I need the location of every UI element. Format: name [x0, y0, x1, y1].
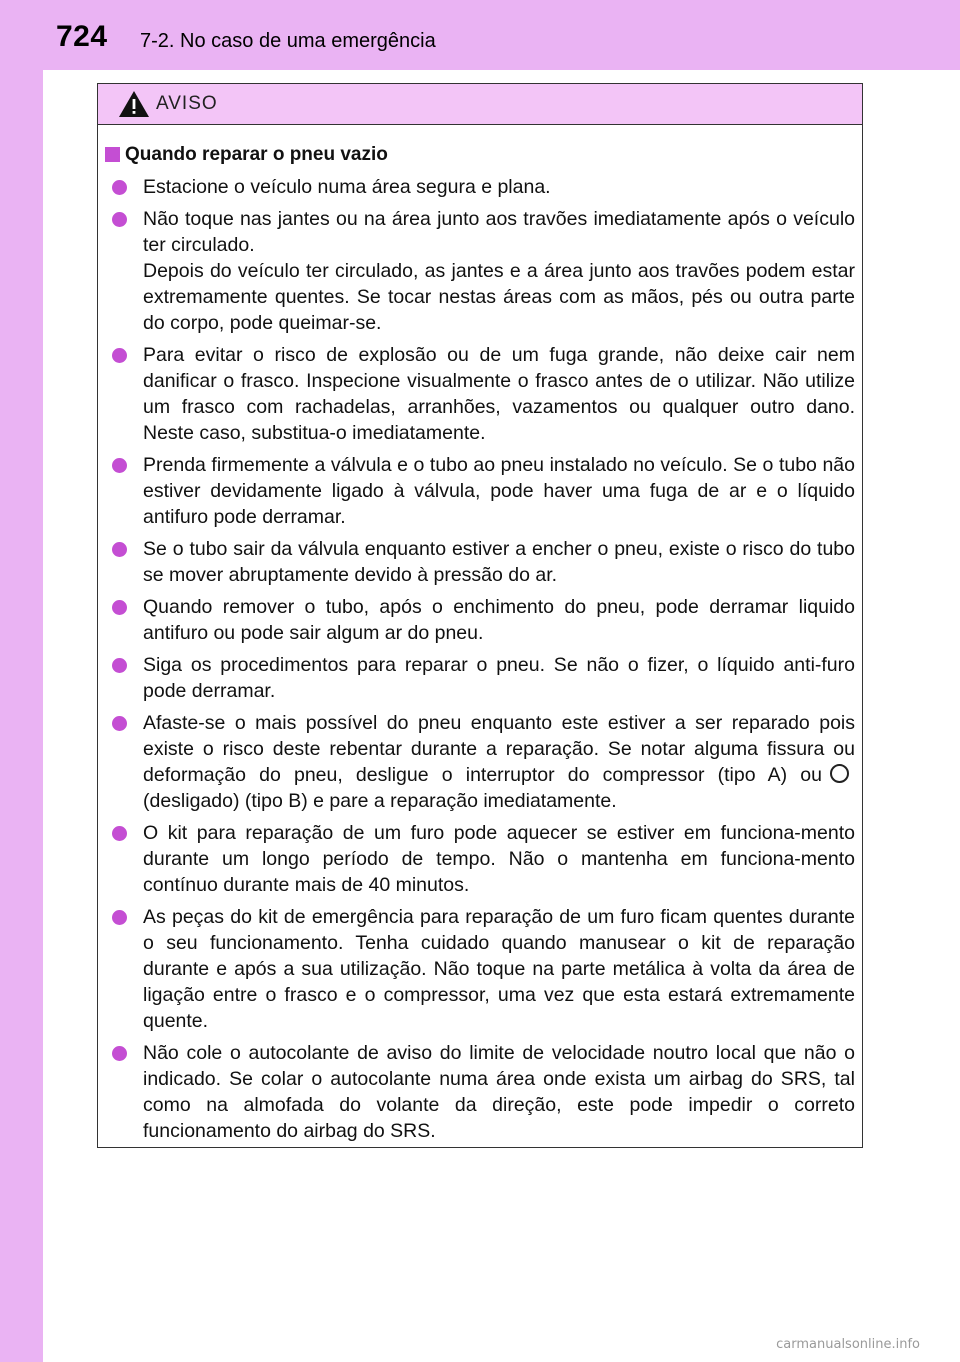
warning-box	[97, 83, 863, 1148]
list-item	[143, 710, 855, 814]
bullet-text: As peças do kit de emergência para reparação de um furo ficam quentes durante o seu funcionamento. Tenha cuidado quando manusear o kit de reparação durante e após a sua utilização. Não toque na parte metálica à volta da área de ligação entre o frasco e o compressor, uma vez que esta estará extremamente quente.	[143, 906, 855, 1032]
bullet-dot-icon	[112, 826, 127, 841]
warning-label: AVISO	[156, 93, 218, 114]
bullet-dot-icon	[112, 600, 127, 615]
bullet-text: Estacione o veículo numa área segura e plana.	[143, 176, 551, 198]
bullet-text: Para evitar o risco de explosão ou de um fuga grande, não deixe cair nem danificar o frasco. Inspecione visualmente o frasco antes de o utilizar. Não utilize um frasco com rachadelas, arranhões, vazamentos ou qualquer outro dano. Neste caso, substitua-o imediatamente.	[143, 344, 855, 444]
watermark: carmanualsonline.info	[776, 1337, 920, 1352]
bullet-dot-icon	[112, 1046, 127, 1061]
bullet-dot-icon	[112, 348, 127, 363]
list-item	[143, 174, 855, 200]
bullet-text: Se o tubo sair da válvula enquanto estiver a encher o pneu, existe o risco do tubo se mover abruptamente devido à pressão do ar.	[143, 538, 855, 586]
list-item	[143, 452, 855, 530]
bullet-text: Não toque nas jantes ou na área junto aos travões imediatamente após o veículo ter circulado.	[143, 208, 855, 256]
warning-header	[98, 84, 862, 125]
bullet-dot-icon	[112, 542, 127, 557]
bullet-dot-icon	[112, 716, 127, 731]
bullet-text-continued: Depois do veículo ter circulado, as jantes e a área junto aos travões podem estar extremamente quentes. Se tocar nestas áreas com as mãos, pés ou outra parte do corpo, pode queimar-se.	[143, 260, 855, 334]
warning-heading-text: Quando reparar o pneu vazio	[125, 144, 388, 165]
bullet-text: Siga os procedimentos para reparar o pneu. Se não o fizer, o líquido anti-furo pode derramar.	[143, 654, 855, 702]
bullet-text: Afaste-se o mais possível do pneu enquanto este estiver a ser reparado pois existe o risco deste rebentar durante a reparação. Se notar alguma fissura ou deformação do pneu, desligue o interruptor do compressor (tipo A) ou	[143, 712, 855, 786]
list-item	[143, 594, 855, 646]
list-item	[143, 1040, 855, 1144]
off-circle-icon	[830, 764, 849, 783]
bullet-text: O kit para reparação de um furo pode aquecer se estiver em funciona-mento durante um longo período de tempo. Não o mantenha em funciona-mento contínuo durante mais de 40 minutos.	[143, 822, 855, 896]
list-item	[143, 904, 855, 1034]
bullet-text-after-icon: (desligado) (tipo B) e pare a reparação imediatamente.	[143, 790, 617, 812]
list-item	[143, 652, 855, 704]
list-item	[143, 342, 855, 446]
bullet-dot-icon	[112, 910, 127, 925]
bullet-text: Quando remover o tubo, após o enchimento do pneu, pode derramar liquido antifuro ou pode sair algum ar do pneu.	[143, 596, 855, 644]
section-title: 7-2. No caso de uma emergência	[140, 30, 436, 52]
page-number: 724	[56, 20, 108, 53]
bullet-dot-icon	[112, 212, 127, 227]
bullet-text: Não cole o autocolante de aviso do limite de velocidade noutro local que não o indicado. Se colar o autocolante numa área onde exista um airbag do SRS, tal como na almofada do volante da direção, este pode impedir o correto funcionamento do airbag do SRS.	[143, 1042, 855, 1142]
side-color-bar	[0, 0, 43, 1362]
bullet-text: Prenda firmemente a válvula e o tubo ao pneu instalado no veículo. Se o tubo não estiver devidamente ligado à válvula, pode haver uma fuga de ar e o líquido antifuro pode derramar.	[143, 454, 855, 528]
bullet-dot-icon	[112, 180, 127, 195]
warning-triangle-icon	[118, 90, 150, 118]
warning-content	[98, 142, 862, 1144]
list-item	[143, 206, 855, 336]
warning-heading	[105, 142, 862, 168]
bullet-text-with-icon	[143, 710, 855, 814]
bullet-dot-icon	[112, 458, 127, 473]
square-bullet-icon	[105, 147, 120, 162]
list-item	[143, 820, 855, 898]
list-item	[143, 536, 855, 588]
bullet-dot-icon	[112, 658, 127, 673]
